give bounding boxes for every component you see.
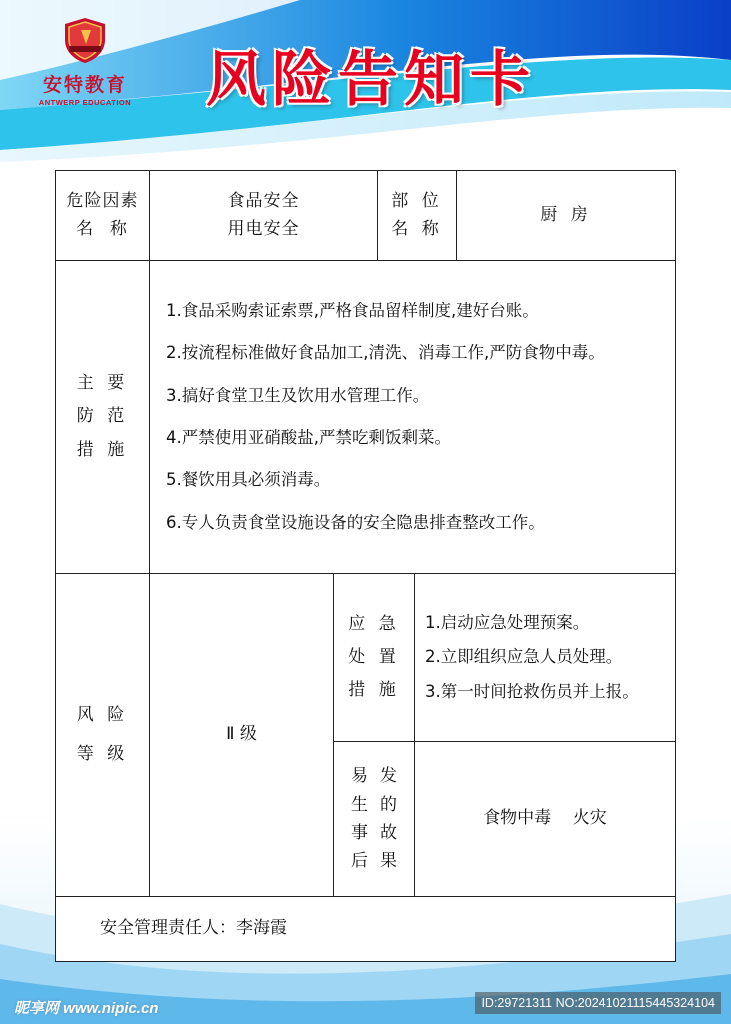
- risk-level-label-line-1: 风 险: [76, 704, 129, 725]
- risk-level-label-line-2: 等 级: [76, 744, 129, 764]
- hazard-name-value-cell: [149, 170, 378, 261]
- department-label-cell: [377, 170, 457, 261]
- department-value: 厨 房: [540, 204, 592, 225]
- consequence-value: 食物中毒 火灾: [483, 808, 607, 829]
- measure-item: 6.专人负责食堂设施设备的安全隐患排查整改工作。: [166, 512, 545, 532]
- consequence-label-char: 生: [351, 794, 368, 815]
- risk-card-table: [55, 170, 676, 962]
- measures-label-line-1: 主 要: [76, 373, 129, 394]
- measures-label-cell: [55, 260, 150, 574]
- logo-name: 安特教育: [42, 74, 127, 96]
- site-watermark: 昵享网 www.nipic.cn: [14, 1000, 159, 1017]
- logo-subtitle: ANTWERP EDUCATION: [38, 98, 132, 107]
- risk-level-label-cell: [55, 573, 150, 897]
- consequence-label-char: 易: [351, 766, 368, 787]
- consequence-label-char: 事: [351, 823, 368, 843]
- consequence-value-cell: [414, 741, 676, 897]
- measure-item: 4.严禁使用亚硝酸盐,严禁吃剩饭剩菜。: [166, 428, 451, 447]
- risk-level-value: Ⅱ 级: [226, 724, 257, 745]
- department-value-cell: [456, 170, 676, 261]
- consequence-label-cell: [333, 741, 415, 897]
- hazard-value-electric-safety: 用电安全: [227, 218, 300, 239]
- consequence-label-char: 的: [380, 794, 397, 815]
- emergency-content-cell: [414, 573, 676, 742]
- shield-logo-icon: [61, 16, 109, 64]
- consequence-label-char: 后: [351, 851, 368, 872]
- emergency-item: 3.第一时间抢救伤员并上报。: [425, 681, 639, 701]
- emergency-label-line-2: 处 置: [348, 646, 400, 667]
- measures-label-line-2: 防 范: [76, 406, 129, 427]
- consequence-label-char: 果: [380, 851, 397, 872]
- hazard-name-label-cell: [55, 170, 150, 261]
- emergency-label-line-1: 应 急: [348, 613, 400, 634]
- department-label-line-1: 部 位: [391, 191, 443, 212]
- responsible-person: 安全管理责任人：李海霞: [100, 918, 287, 939]
- consequence-label-char: 发: [380, 766, 397, 787]
- department-label-line-2: 名 称: [391, 218, 443, 239]
- measure-item: 3.搞好食堂卫生及饮用水管理工作。: [166, 385, 430, 405]
- hazard-label-line-2: 名 称: [76, 218, 129, 239]
- emergency-item: 1.启动应急处理预案。: [425, 612, 590, 632]
- brand-logo: [30, 16, 140, 106]
- responsible-person-cell: [55, 896, 676, 962]
- measure-item: 2.按流程标准做好食品加工,清洗、消毒工作,严防食物中毒。: [166, 343, 605, 363]
- measures-content-cell: [149, 260, 676, 574]
- measures-label-line-3: 措 施: [76, 439, 129, 460]
- hazard-value-food-safety: 食品安全: [227, 191, 300, 212]
- risk-level-value-cell: [149, 573, 334, 897]
- emergency-item: 2.立即组织应急人员处理。: [425, 647, 623, 667]
- consequence-label-char: 故: [380, 823, 397, 843]
- image-id-badge: ID:29721311 NO:20241021115445324104: [475, 992, 721, 1014]
- hazard-label-line-1: 危险因素: [66, 191, 139, 212]
- emergency-label-cell: [333, 573, 415, 742]
- emergency-label-line-3: 措 施: [348, 680, 400, 701]
- measure-item: 1.食品采购索证索票,严格食品留样制度,建好台账。: [166, 300, 539, 320]
- measure-item: 5.餐饮用具必须消毒。: [166, 470, 331, 490]
- page-title: 风险告知卡: [206, 45, 536, 115]
